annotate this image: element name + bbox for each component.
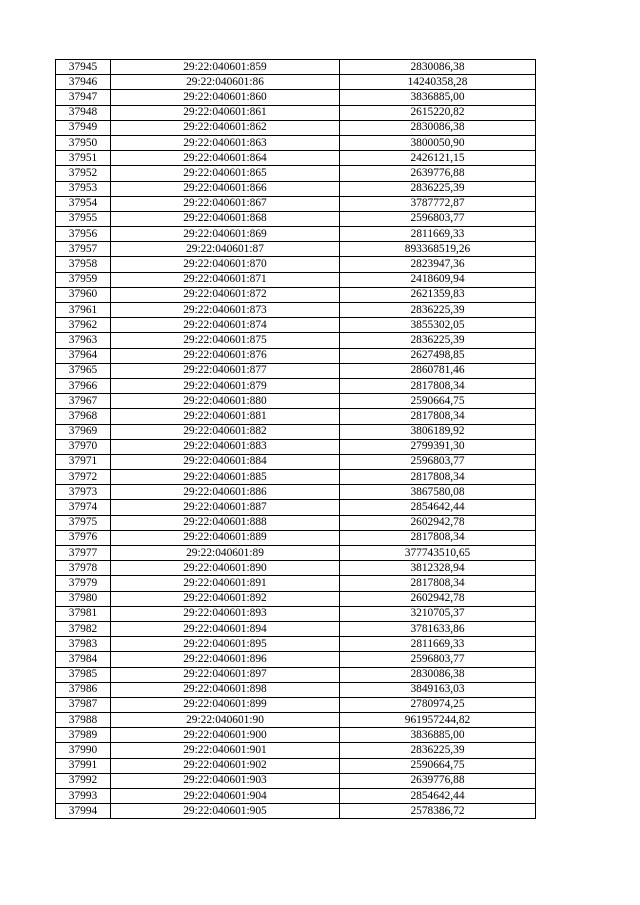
row-number-cell: 37979 — [56, 576, 111, 591]
row-number-cell: 37986 — [56, 682, 111, 697]
row-number-cell: 37961 — [56, 303, 111, 318]
table-row — [56, 713, 536, 728]
cadastral-number-cell: 29:22:040601:898 — [111, 682, 340, 697]
table-row — [56, 454, 536, 469]
value-cell: 2823947,36 — [340, 257, 536, 272]
table-row — [56, 667, 536, 682]
value-cell: 2836225,39 — [340, 743, 536, 758]
cadastral-number-cell: 29:22:040601:869 — [111, 227, 340, 242]
value-cell: 3800050,90 — [340, 135, 536, 150]
table-row — [56, 242, 536, 257]
value-cell: 3210705,37 — [340, 606, 536, 621]
table-row — [56, 348, 536, 363]
table-row — [56, 60, 536, 75]
row-number-cell: 37981 — [56, 606, 111, 621]
row-number-cell: 37962 — [56, 318, 111, 333]
table-row — [56, 166, 536, 181]
value-cell: 2811669,33 — [340, 637, 536, 652]
cadastral-number-cell: 29:22:040601:884 — [111, 454, 340, 469]
table-row — [56, 470, 536, 485]
cadastral-number-cell: 29:22:040601:868 — [111, 211, 340, 226]
table-row — [56, 318, 536, 333]
value-cell: 3836885,00 — [340, 728, 536, 743]
value-cell: 3806189,92 — [340, 424, 536, 439]
table-row — [56, 394, 536, 409]
row-number-cell: 37985 — [56, 667, 111, 682]
row-number-cell: 37977 — [56, 546, 111, 561]
row-number-cell: 37978 — [56, 561, 111, 576]
value-cell: 2596803,77 — [340, 211, 536, 226]
table-row — [56, 151, 536, 166]
value-cell: 2860781,46 — [340, 363, 536, 378]
cadastral-number-cell: 29:22:040601:901 — [111, 743, 340, 758]
value-cell: 2596803,77 — [340, 652, 536, 667]
cadastral-number-cell: 29:22:040601:870 — [111, 257, 340, 272]
value-cell: 3867580,08 — [340, 485, 536, 500]
table-row — [56, 546, 536, 561]
cadastral-number-cell: 29:22:040601:861 — [111, 105, 340, 120]
table-row — [56, 682, 536, 697]
table-row — [56, 621, 536, 636]
cadastral-number-cell: 29:22:040601:875 — [111, 333, 340, 348]
cadastral-number-cell: 29:22:040601:86 — [111, 75, 340, 90]
row-number-cell: 37975 — [56, 515, 111, 530]
value-cell: 14240358,28 — [340, 75, 536, 90]
cadastral-number-cell: 29:22:040601:887 — [111, 500, 340, 515]
row-number-cell: 37968 — [56, 409, 111, 424]
table-row — [56, 272, 536, 287]
value-cell: 2590664,75 — [340, 758, 536, 773]
row-number-cell: 37957 — [56, 242, 111, 257]
cadastral-number-cell: 29:22:040601:863 — [111, 135, 340, 150]
cadastral-number-cell: 29:22:040601:87 — [111, 242, 340, 257]
cadastral-number-cell: 29:22:040601:896 — [111, 652, 340, 667]
cadastral-number-cell: 29:22:040601:879 — [111, 378, 340, 393]
row-number-cell: 37984 — [56, 652, 111, 667]
table-row — [56, 697, 536, 712]
row-number-cell: 37994 — [56, 804, 111, 819]
cadastral-number-cell: 29:22:040601:895 — [111, 637, 340, 652]
table-row — [56, 530, 536, 545]
value-cell: 2578386,72 — [340, 804, 536, 819]
row-number-cell: 37982 — [56, 621, 111, 636]
row-number-cell: 37967 — [56, 394, 111, 409]
table-row — [56, 576, 536, 591]
table-row — [56, 75, 536, 90]
cadastral-number-cell: 29:22:040601:90 — [111, 713, 340, 728]
table-row — [56, 424, 536, 439]
cadastral-number-cell: 29:22:040601:877 — [111, 363, 340, 378]
value-cell: 2836225,39 — [340, 181, 536, 196]
row-number-cell: 37972 — [56, 470, 111, 485]
cadastral-number-cell: 29:22:040601:866 — [111, 181, 340, 196]
cadastral-number-cell: 29:22:040601:885 — [111, 470, 340, 485]
value-cell: 2596803,77 — [340, 454, 536, 469]
table-row — [56, 637, 536, 652]
table-row — [56, 135, 536, 150]
value-cell: 2854642,44 — [340, 500, 536, 515]
cadastral-number-cell: 29:22:040601:865 — [111, 166, 340, 181]
cadastral-number-cell: 29:22:040601:880 — [111, 394, 340, 409]
row-number-cell: 37948 — [56, 105, 111, 120]
cadastral-number-cell: 29:22:040601:871 — [111, 272, 340, 287]
table-row — [56, 378, 536, 393]
row-number-cell: 37969 — [56, 424, 111, 439]
row-number-cell: 37993 — [56, 789, 111, 804]
table-row — [56, 287, 536, 302]
cadastral-number-cell: 29:22:040601:890 — [111, 561, 340, 576]
cadastral-number-cell: 29:22:040601:894 — [111, 621, 340, 636]
table-row — [56, 500, 536, 515]
value-cell: 2817808,34 — [340, 576, 536, 591]
row-number-cell: 37992 — [56, 773, 111, 788]
cadastral-number-cell: 29:22:040601:904 — [111, 789, 340, 804]
row-number-cell: 37959 — [56, 272, 111, 287]
value-cell: 2836225,39 — [340, 333, 536, 348]
row-number-cell: 37971 — [56, 454, 111, 469]
row-number-cell: 37983 — [56, 637, 111, 652]
value-cell: 2602942,78 — [340, 515, 536, 530]
table-row — [56, 743, 536, 758]
cadastral-number-cell: 29:22:040601:899 — [111, 697, 340, 712]
value-cell: 3781633,86 — [340, 621, 536, 636]
table-row — [56, 181, 536, 196]
cadastral-number-cell: 29:22:040601:888 — [111, 515, 340, 530]
value-cell: 961957244,82 — [340, 713, 536, 728]
table-row — [56, 333, 536, 348]
value-cell: 3836885,00 — [340, 90, 536, 105]
row-number-cell: 37946 — [56, 75, 111, 90]
cadastral-number-cell: 29:22:040601:873 — [111, 303, 340, 318]
table-row — [56, 485, 536, 500]
value-cell: 2602942,78 — [340, 591, 536, 606]
cadastral-number-cell: 29:22:040601:892 — [111, 591, 340, 606]
value-cell: 2799391,30 — [340, 439, 536, 454]
row-number-cell: 37955 — [56, 211, 111, 226]
cadastral-number-cell: 29:22:040601:882 — [111, 424, 340, 439]
row-number-cell: 37947 — [56, 90, 111, 105]
row-number-cell: 37960 — [56, 287, 111, 302]
value-cell: 2830086,38 — [340, 120, 536, 135]
value-cell: 2836225,39 — [340, 303, 536, 318]
table-row — [56, 211, 536, 226]
table-row — [56, 804, 536, 819]
table-row — [56, 105, 536, 120]
value-cell: 2780974,25 — [340, 697, 536, 712]
value-cell: 2426121,15 — [340, 151, 536, 166]
row-number-cell: 37991 — [56, 758, 111, 773]
cadastral-number-cell: 29:22:040601:876 — [111, 348, 340, 363]
value-cell: 2830086,38 — [340, 667, 536, 682]
row-number-cell: 37974 — [56, 500, 111, 515]
value-cell: 2817808,34 — [340, 409, 536, 424]
row-number-cell: 37973 — [56, 485, 111, 500]
cadastral-number-cell: 29:22:040601:864 — [111, 151, 340, 166]
table-row — [56, 758, 536, 773]
row-number-cell: 37953 — [56, 181, 111, 196]
table-row — [56, 789, 536, 804]
value-cell: 3787772,87 — [340, 196, 536, 211]
row-number-cell: 37970 — [56, 439, 111, 454]
table-row — [56, 561, 536, 576]
table-row — [56, 409, 536, 424]
value-cell: 2615220,82 — [340, 105, 536, 120]
cadastral-number-cell: 29:22:040601:903 — [111, 773, 340, 788]
cadastral-number-cell: 29:22:040601:862 — [111, 120, 340, 135]
cadastral-number-cell: 29:22:040601:905 — [111, 804, 340, 819]
cadastral-number-cell: 29:22:040601:872 — [111, 287, 340, 302]
table-row — [56, 515, 536, 530]
table-row — [56, 303, 536, 318]
table-row — [56, 227, 536, 242]
cadastral-number-cell: 29:22:040601:889 — [111, 530, 340, 545]
row-number-cell: 37954 — [56, 196, 111, 211]
value-cell: 2621359,83 — [340, 287, 536, 302]
value-cell: 2590664,75 — [340, 394, 536, 409]
cadastral-number-cell: 29:22:040601:883 — [111, 439, 340, 454]
row-number-cell: 37958 — [56, 257, 111, 272]
value-cell: 2830086,38 — [340, 60, 536, 75]
cadastral-number-cell: 29:22:040601:893 — [111, 606, 340, 621]
row-number-cell: 37990 — [56, 743, 111, 758]
row-number-cell: 37987 — [56, 697, 111, 712]
row-number-cell: 37945 — [56, 60, 111, 75]
table-row — [56, 728, 536, 743]
cadastral-number-cell: 29:22:040601:860 — [111, 90, 340, 105]
value-cell: 893368519,26 — [340, 242, 536, 257]
value-cell: 2639776,88 — [340, 166, 536, 181]
table-row — [56, 363, 536, 378]
cadastral-number-cell: 29:22:040601:859 — [111, 60, 340, 75]
value-cell: 2854642,44 — [340, 789, 536, 804]
table-row — [56, 257, 536, 272]
value-cell: 2811669,33 — [340, 227, 536, 242]
row-number-cell: 37980 — [56, 591, 111, 606]
value-cell: 2627498,85 — [340, 348, 536, 363]
value-cell: 2817808,34 — [340, 378, 536, 393]
value-cell: 3855302,05 — [340, 318, 536, 333]
row-number-cell: 37976 — [56, 530, 111, 545]
table-row — [56, 196, 536, 211]
cadastral-number-cell: 29:22:040601:874 — [111, 318, 340, 333]
value-cell: 2817808,34 — [340, 530, 536, 545]
cadastral-value-table — [55, 59, 536, 819]
cadastral-number-cell: 29:22:040601:881 — [111, 409, 340, 424]
row-number-cell: 37988 — [56, 713, 111, 728]
table-body — [56, 60, 536, 819]
value-cell: 377743510,65 — [340, 546, 536, 561]
value-cell: 2817808,34 — [340, 470, 536, 485]
cadastral-number-cell: 29:22:040601:902 — [111, 758, 340, 773]
row-number-cell: 37950 — [56, 135, 111, 150]
row-number-cell: 37989 — [56, 728, 111, 743]
cadastral-number-cell: 29:22:040601:89 — [111, 546, 340, 561]
table-row — [56, 90, 536, 105]
table-row — [56, 773, 536, 788]
cadastral-number-cell: 29:22:040601:900 — [111, 728, 340, 743]
row-number-cell: 37964 — [56, 348, 111, 363]
cadastral-number-cell: 29:22:040601:886 — [111, 485, 340, 500]
value-cell: 2639776,88 — [340, 773, 536, 788]
cadastral-number-cell: 29:22:040601:897 — [111, 667, 340, 682]
row-number-cell: 37963 — [56, 333, 111, 348]
table-row — [56, 652, 536, 667]
row-number-cell: 37965 — [56, 363, 111, 378]
cadastral-number-cell: 29:22:040601:867 — [111, 196, 340, 211]
row-number-cell: 37952 — [56, 166, 111, 181]
table-row — [56, 120, 536, 135]
table-row — [56, 591, 536, 606]
row-number-cell: 37951 — [56, 151, 111, 166]
cadastral-number-cell: 29:22:040601:891 — [111, 576, 340, 591]
row-number-cell: 37949 — [56, 120, 111, 135]
value-cell: 2418609,94 — [340, 272, 536, 287]
value-cell: 3812328,94 — [340, 561, 536, 576]
row-number-cell: 37956 — [56, 227, 111, 242]
row-number-cell: 37966 — [56, 378, 111, 393]
value-cell: 3849163,03 — [340, 682, 536, 697]
table-row — [56, 606, 536, 621]
table-row — [56, 439, 536, 454]
